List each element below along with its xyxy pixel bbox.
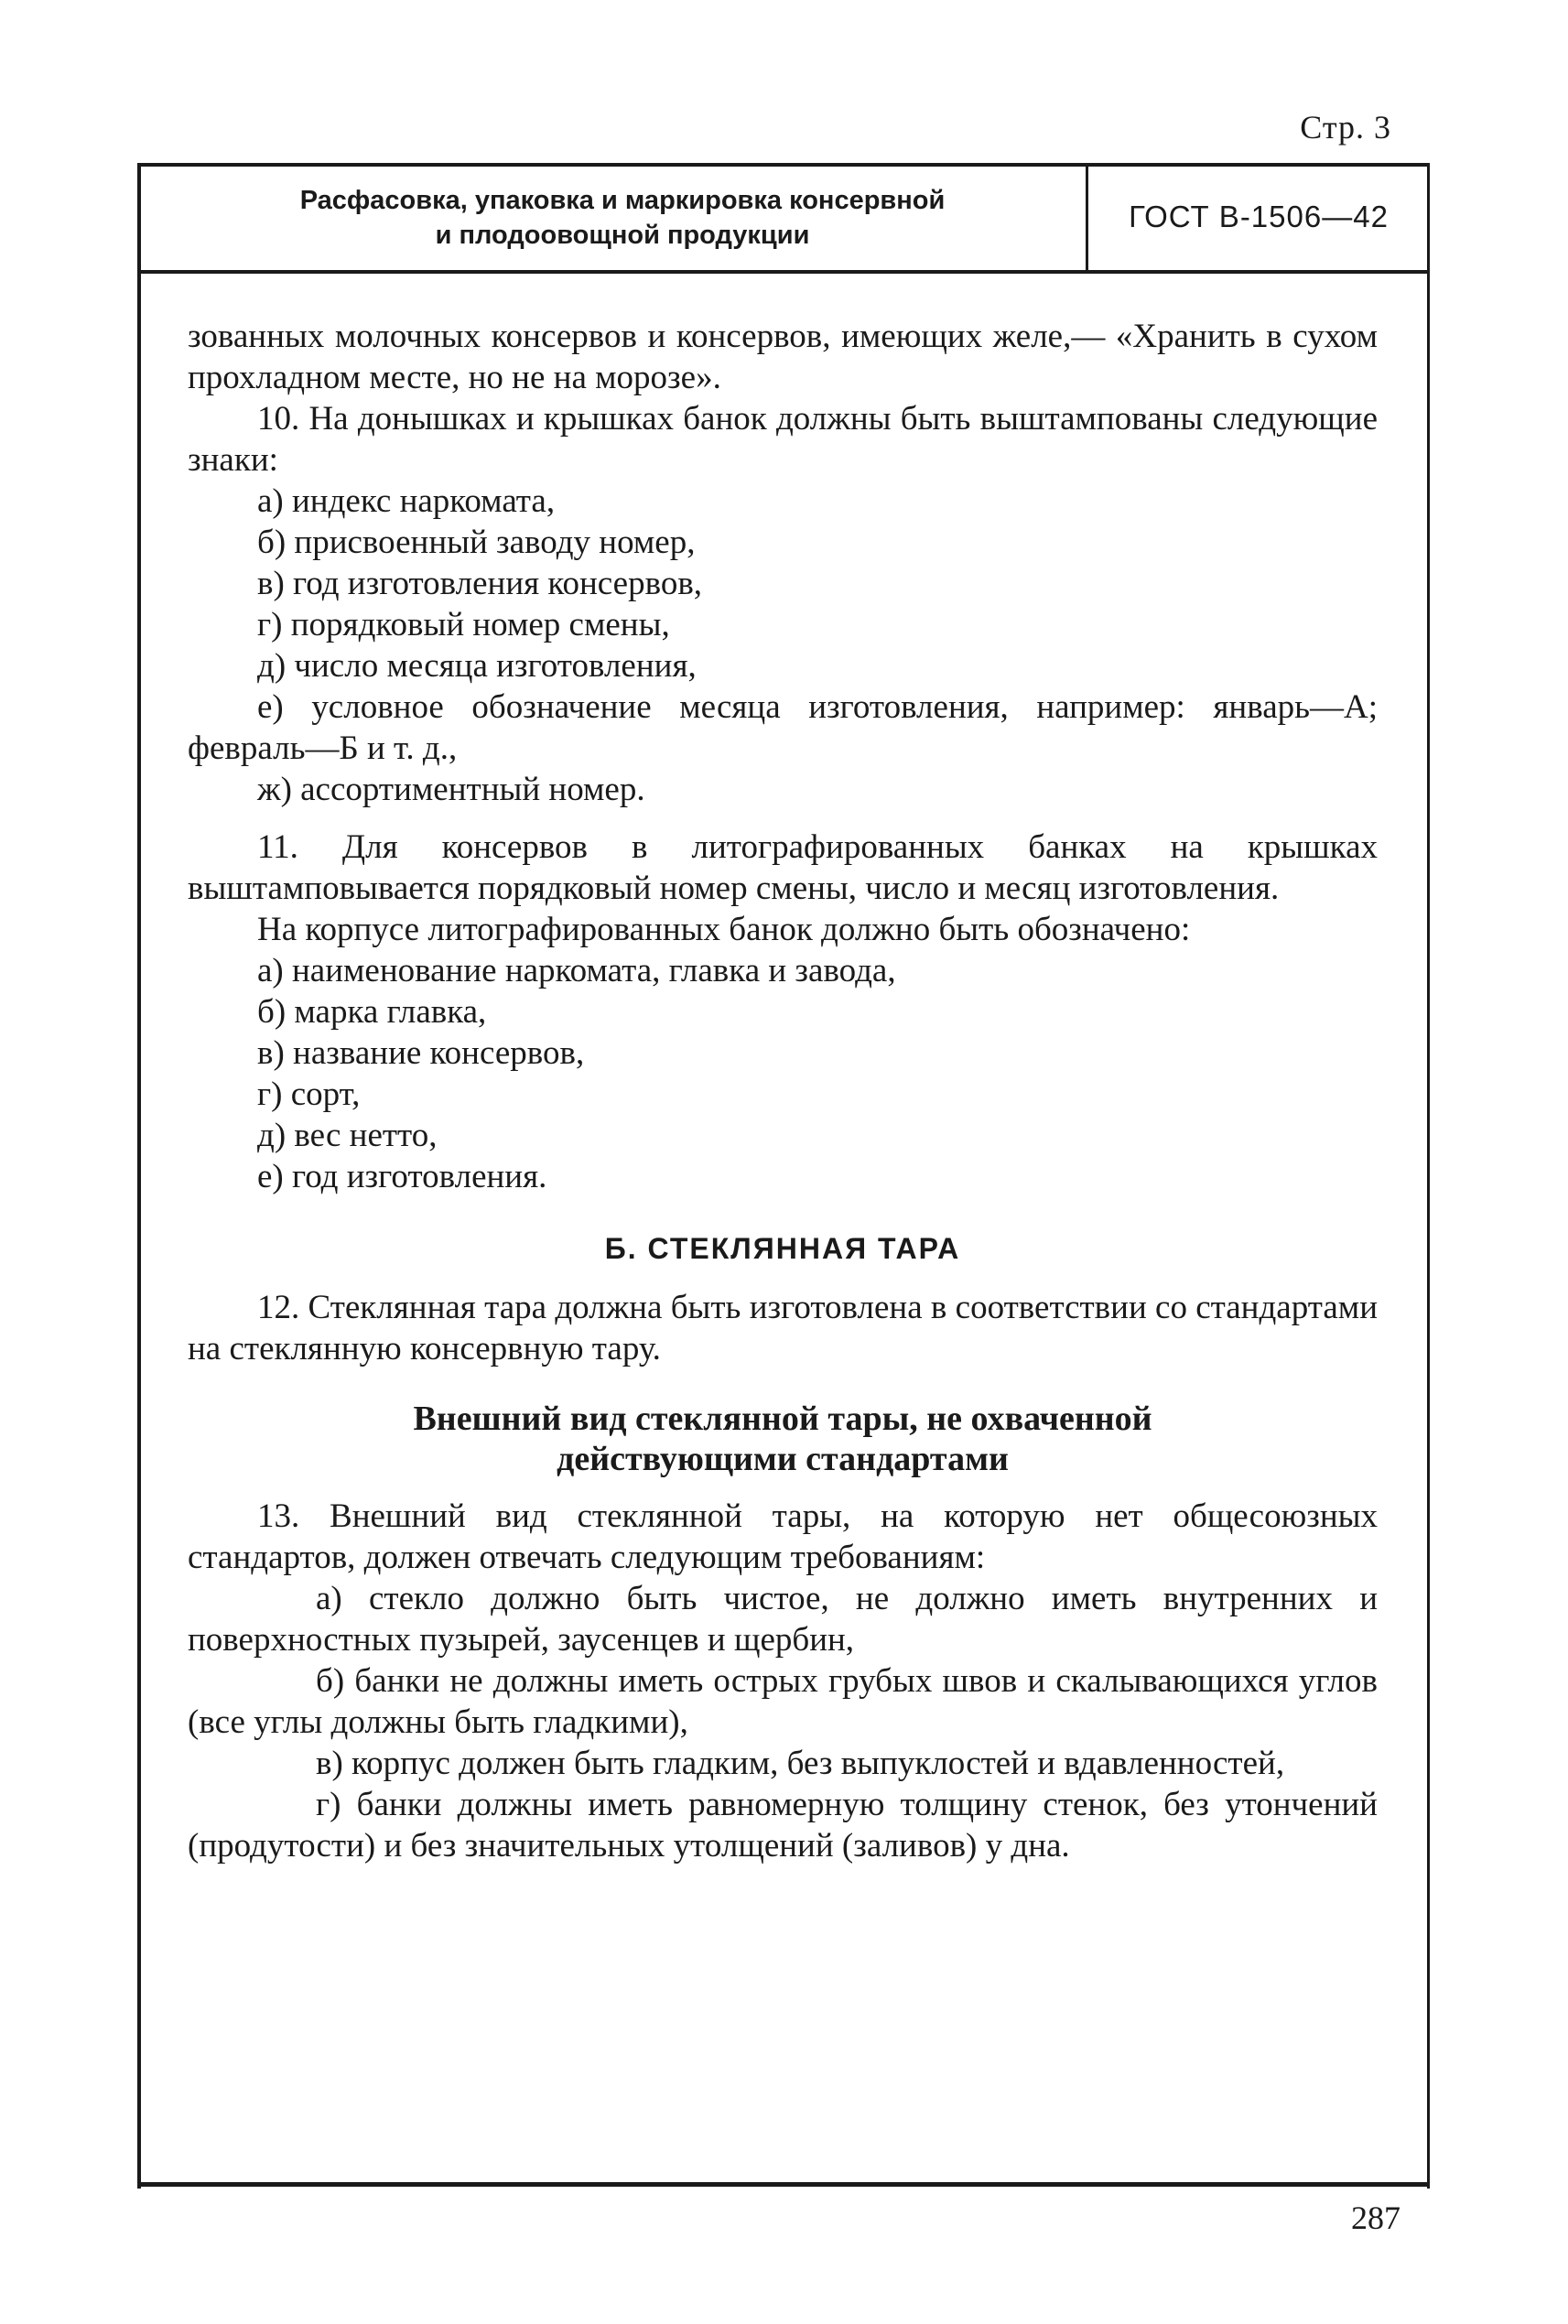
header-top-rule (137, 163, 1430, 167)
list-item: а) стекло должно быть чистое, не должно иметь внутренних и поверхностных пузырей, заусенцев и щербин, (188, 1580, 1378, 1659)
list-item: г) порядковый номер смены, (257, 606, 670, 643)
header-title-line-2: и плодоовощной продукции (435, 221, 810, 250)
list-item: е) условное обозначение месяца изготовления, например: январь—А; февраль—Б и т. д., (188, 688, 1378, 767)
list-item: а) наименование наркомата, главка и завода, (257, 952, 896, 989)
list-item: е) год изготовления. (257, 1158, 547, 1195)
header-bottom-rule (137, 270, 1430, 274)
document-body (188, 316, 1378, 1866)
list-item: д) число месяца изготовления, (257, 647, 697, 685)
list-item: д) вес нетто, (257, 1117, 438, 1154)
paragraph-continued: зованных молочных консервов и консервов, имеющих желе,— «Хранить в сухом прохладном месте, но не на морозе». (188, 318, 1378, 396)
list-item: в) корпус должен быть гладким, без выпуклостей и вдавленностей, (316, 1745, 1285, 1782)
standard-code: ГОСТ В-1506—42 (1129, 200, 1389, 233)
subheading-line-1: Внешний вид стеклянной тары, не охваченной (413, 1400, 1152, 1438)
header-divider (1086, 167, 1088, 270)
section-heading: Б. СТЕКЛЯННАЯ ТАРА (604, 1232, 961, 1265)
paragraph-10: 10. На донышках и крышках банок должны быть выштампованы следующие знаки: (188, 400, 1378, 479)
paragraph-13: 13. Внешний вид стеклянной тары, на которую нет общесоюзных стандартов, должен отвечать следующим требованиям: (188, 1497, 1378, 1576)
list-item: г) банки должны иметь равномерную толщину стенок, без утончений (продутости) и без значительных утолщений (заливов) у дна. (188, 1786, 1378, 1865)
list-item: б) марка главка, (257, 993, 487, 1031)
list-item: в) год изготовления консервов, (257, 565, 703, 602)
list-item: г) сорт, (257, 1076, 361, 1113)
footer-rule (137, 2182, 1430, 2187)
list-item: б) присвоенный заводу номер, (257, 524, 696, 561)
list-item: а) индекс наркомата, (257, 482, 556, 520)
paragraph-12: 12. Стеклянная тара должна быть изготовлена в соответствии со стандартами на стеклянную консервную тару. (188, 1289, 1378, 1367)
list-item: ж) ассортиментный номер. (257, 771, 645, 808)
page-number: 287 (1351, 2200, 1400, 2236)
list-item: б) банки не должны иметь острых грубых швов и скалывающихся углов (все углы должны быть гладкими), (188, 1662, 1378, 1741)
header-title (183, 183, 1062, 253)
list-item: в) название консервов, (257, 1034, 585, 1072)
paragraph-11: 11. Для консервов в литографированных банках на крышках выштамповывается порядковый номер смены, число и месяц изготовления. (188, 828, 1378, 907)
page-label: Стр. 3 (1300, 109, 1391, 146)
paragraph-11b: На корпусе литографированных банок должно быть обозначено: (257, 911, 1191, 948)
header-title-line-1: Расфасовка, упаковка и маркировка консервной (299, 186, 946, 215)
subheading-line-2: действующими стандартами (557, 1440, 1009, 1478)
